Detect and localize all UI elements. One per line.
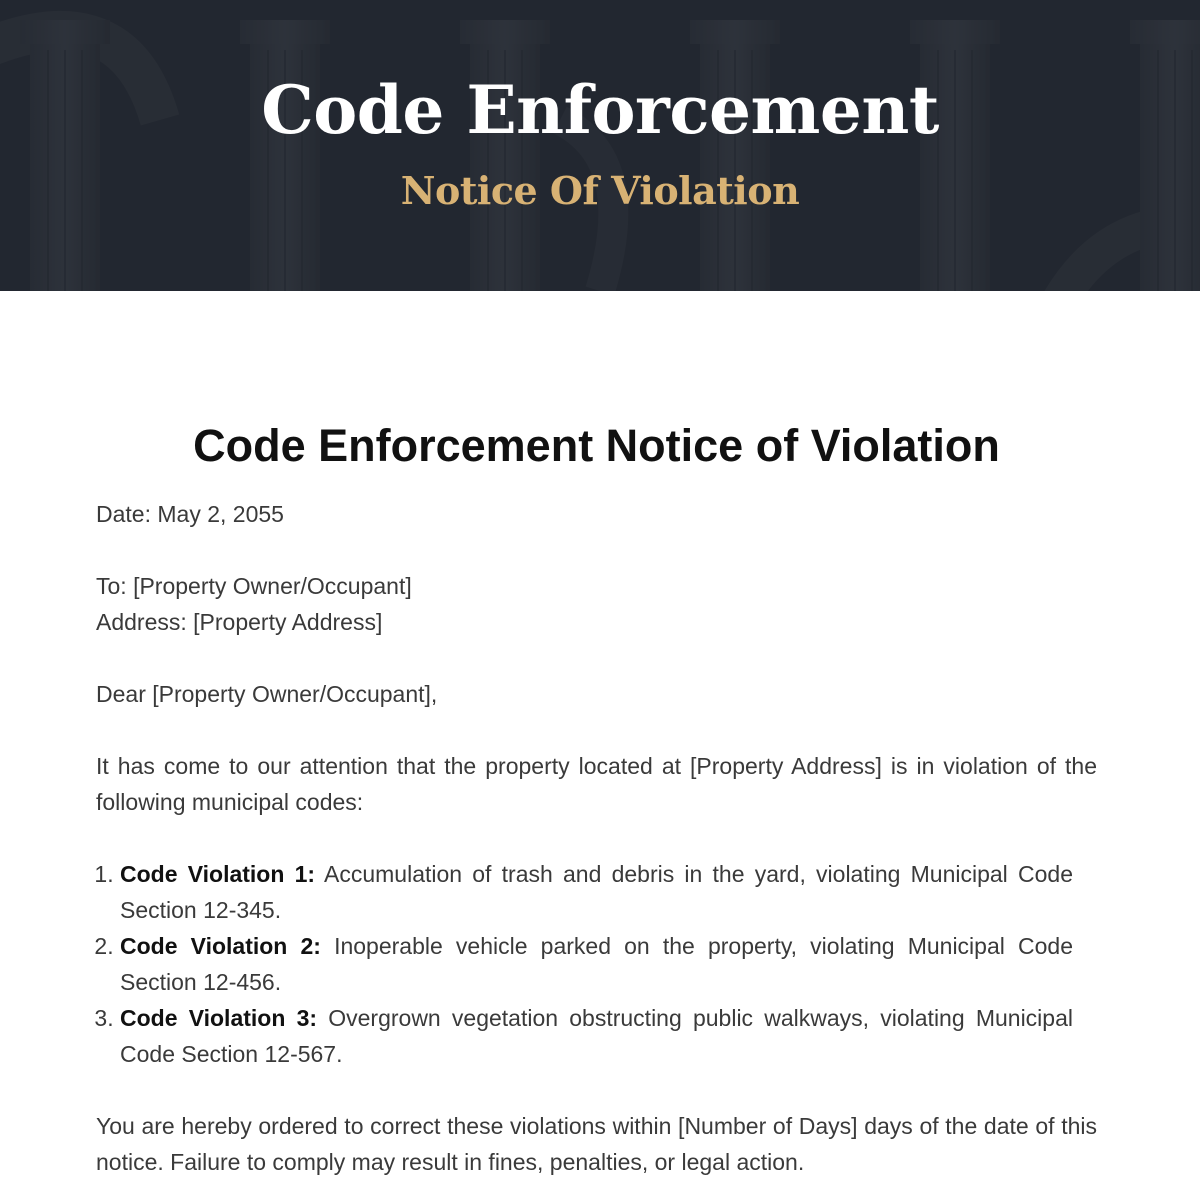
- list-item: [120, 856, 1073, 928]
- document-title: Code Enforcement Notice of Violation: [193, 420, 1000, 471]
- banner-subtitle: Notice Of Violation: [400, 168, 800, 213]
- address-line: Address: [Property Address]: [96, 609, 383, 635]
- recipient-line: To: [Property Owner/Occupant]: [96, 573, 412, 599]
- order-paragraph: You are hereby ordered to correct these violations within [Number of Days] days of the date of this notice. Failure to comply may result in fines, penalties, or legal action.: [96, 1113, 1097, 1175]
- violation-text: Accumulation of trash and debris in the yard, violating Municipal Code Section 12-345.: [120, 861, 1073, 923]
- list-item: [120, 928, 1073, 1000]
- violation-label: Code Violation 2:: [120, 933, 321, 959]
- violation-text: Overgrown vegetation obstructing public walkways, violating Municipal Code Section 12-567.: [120, 1005, 1073, 1067]
- violation-label: Code Violation 3:: [120, 1005, 318, 1031]
- list-item: [120, 1000, 1073, 1072]
- header-banner: [0, 0, 1200, 291]
- violations-list: [96, 856, 1073, 1072]
- violation-text: Inoperable vehicle parked on the property, violating Municipal Code Section 12-456.: [120, 933, 1073, 995]
- salutation: Dear [Property Owner/Occupant],: [96, 681, 438, 707]
- notice-body: [96, 412, 1097, 1200]
- date-line: Date: May 2, 2055: [96, 501, 284, 527]
- banner-title: Code Enforcement: [261, 71, 939, 149]
- violation-label: Code Violation 1:: [120, 861, 316, 887]
- intro-paragraph: It has come to our attention that the property located at [Property Address] is in violation of the following municipal codes:: [96, 753, 1097, 815]
